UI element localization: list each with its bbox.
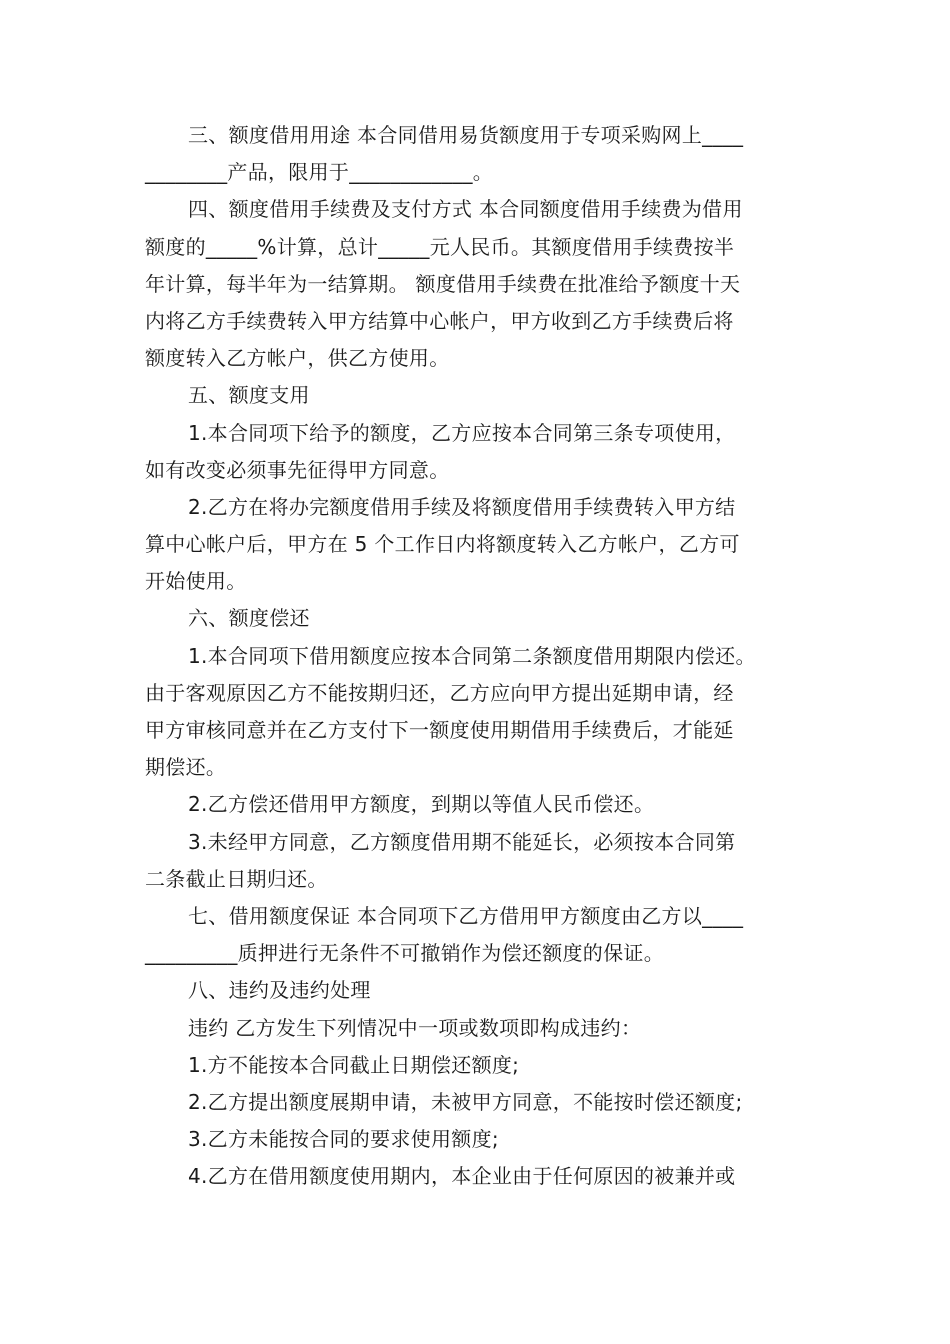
text-line: 期偿还。 bbox=[145, 755, 227, 780]
text-line: _________质押进行无条件不可撤销作为偿还额度的保证。 bbox=[145, 941, 664, 966]
text-line: 2.乙方偿还借用甲方额度，到期以等值人民币偿还。 bbox=[188, 792, 655, 817]
section-heading: 八、违约及违约处理 bbox=[188, 978, 371, 1003]
section-heading: 六、额度偿还 bbox=[188, 606, 310, 631]
text-line: 由于客观原因乙方不能按期归还，乙方应向甲方提出延期申请，经 bbox=[145, 680, 734, 705]
text-line: ________产品，限用于____________。 bbox=[145, 160, 494, 185]
list-item: 1.方不能按本合同截止日期偿还额度; bbox=[188, 1052, 520, 1077]
text-line: 甲方审核同意并在乙方支付下一额度使用期借用手续费后，才能延 bbox=[145, 718, 734, 742]
text-line: 内将乙方手续费转入甲方结算中心帐户，甲方收到乙方手续费后将 bbox=[145, 308, 734, 333]
section-heading: 五、额度支用 bbox=[188, 383, 310, 408]
text-line: 三、额度借用用途 本合同借用易货额度用于专项采购网上____ bbox=[188, 123, 744, 147]
text-line: 七、借用额度保证 本合同项下乙方借用甲方额度由乙方以____ bbox=[188, 903, 744, 928]
list-item: 2.乙方提出额度展期申请，未被甲方同意，不能按时偿还额度; bbox=[188, 1089, 743, 1114]
text-line: 年计算，每半年为一结算期。 额度借用手续费在批准给予额度十天 bbox=[145, 271, 741, 296]
text-line: 算中心帐户后，甲方在 5 个工作日内将额度转入乙方帐户，乙方可 bbox=[145, 532, 740, 557]
text-line: 1.本合同项下借用额度应按本合同第二条额度借用期限内偿还。 bbox=[188, 643, 756, 668]
text-line: 开始使用。 bbox=[145, 569, 247, 594]
text-line: 2.乙方在将办完额度借用手续及将额度借用手续费转入甲方结 bbox=[188, 494, 736, 519]
text-line: 3.未经甲方同意，乙方额度借用期不能延长，必须按本合同第 bbox=[188, 829, 736, 854]
text-line: 1.本合同项下给予的额度，乙方应按本合同第三条专项使用， bbox=[188, 420, 736, 445]
text-line: 违约 乙方发生下列情况中一项或数项即构成违约： bbox=[188, 1015, 642, 1040]
text-line: 如有改变必须事先征得甲方同意。 bbox=[145, 457, 450, 482]
text-line: 二条截止日期归还。 bbox=[145, 866, 328, 891]
text-line: 额度转入乙方帐户，供乙方使用。 bbox=[145, 346, 450, 371]
text-line: 四、额度借用手续费及支付方式 本合同额度借用手续费为借用 bbox=[188, 197, 743, 222]
text-line: 额度的_____%计算，总计_____元人民币。其额度借用手续费按半 bbox=[145, 234, 735, 259]
list-item: 3.乙方未能按合同的要求使用额度; bbox=[188, 1127, 499, 1152]
contract-body-text bbox=[145, 117, 810, 1195]
list-item: 4.乙方在借用额度使用期内，本企业由于任何原因的被兼并或 bbox=[188, 1164, 736, 1189]
